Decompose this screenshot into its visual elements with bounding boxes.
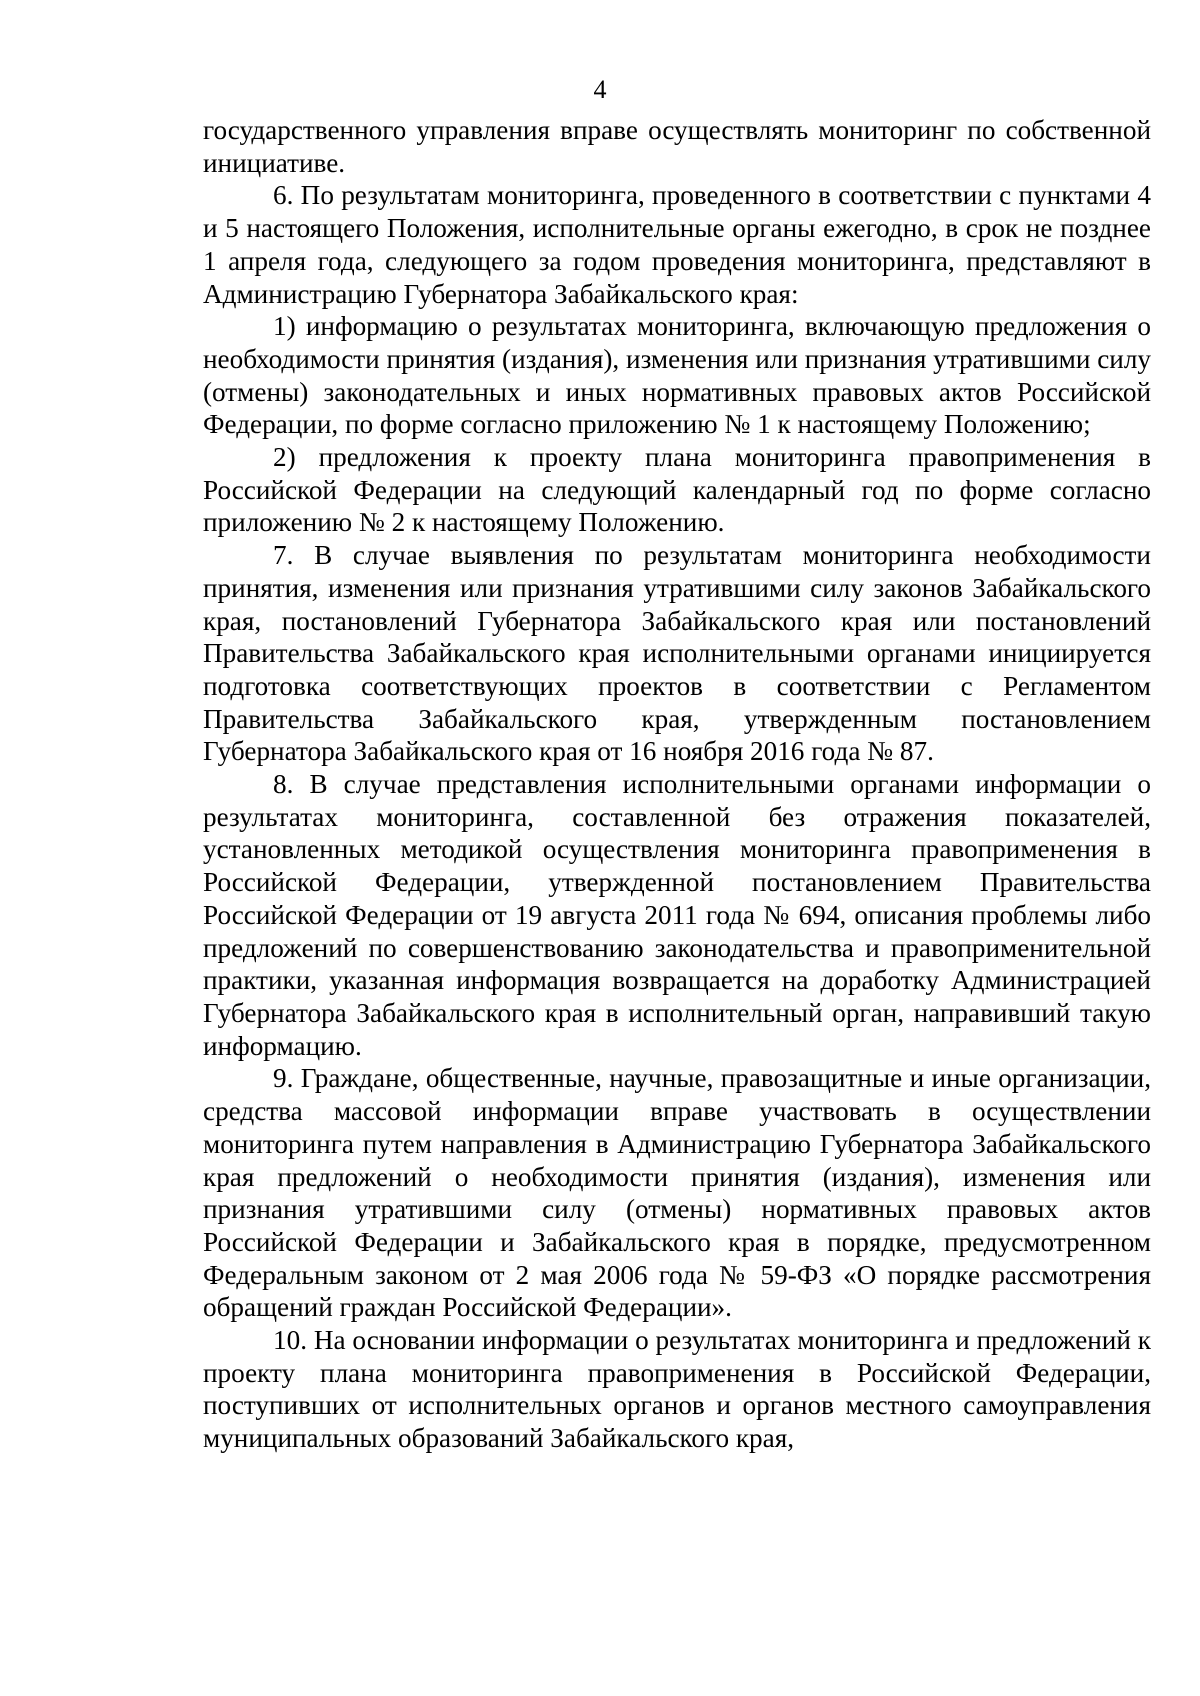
paragraph-subitem-2: 2) предложения к проекту плана мониторинга правоприменения в Российской Федерации на следующий календарный год по форме согласно приложению № 2 к настоящему Положению. [203,442,1151,538]
paragraph-item-8: 8. В случае представления исполнительными органами информации о результатах мониторинга, составленной без отражения показателей, установленных методикой осуществления мониторинга правоприменения в Российской Федерации, утвержденной постановлением Правительства Российской Федерации от 19 августа 2011 года № 694, описания проблемы либо предложений по совершенствованию законодательства и правоприменительной практики, указанная информация возвращается на доработку Администрацией Губернатора Забайкальского края в исполнительный орган, направивший такую информацию. [203,769,1151,1061]
paragraph-item-10: 10. На основании информации о результатах мониторинга и предложений к проекту плана мониторинга правоприменения в Российской Федерации, поступивших от исполнительных органов и органов местного самоуправления муниципальных образований Забайкальского края, [203,1325,1151,1454]
paragraph-item-9: 9. Граждане, общественные, научные, правозащитные и иные организации, средства массовой информации вправе участвовать в осуществлении мониторинга путем направления в Администрацию Губернатора Забайкальского края предложений о необходимости принятия (издания), изменения или признания утратившими силу (отмены) нормативных правовых актов Российской Федерации и Забайкальского края в порядке, предусмотренном Федеральным законом от 2 мая 2006 года № 59-ФЗ «О порядке рассмотрения обращений граждан Российской Федерации». [203,1063,1151,1323]
document-body [203,114,1151,1455]
page-number: 4 [593,75,607,104]
paragraph-item-7: 7. В случае выявления по результатам мониторинга необходимости принятия, изменения или признания утратившими силу законов Забайкальского края, постановлений Губернатора Забайкальского края или постановлений Правительства Забайкальского края исполнительными органами инициируется подготовка соответствующих проектов в соответствии с Регламентом Правительства Забайкальского края, утвержденным постановлением Губернатора Забайкальского края от 16 ноября 2016 года № 87. [203,540,1151,767]
paragraph-continuation: государственного управления вправе осуществлять мониторинг по собственной инициативе. [203,115,1151,178]
paragraph-item-6: 6. По результатам мониторинга, проведенного в соответствии с пунктами 4 и 5 настоящего Положения, исполнительные органы ежегодно, в срок не позднее 1 апреля года, следующего за годом проведения мониторинга, представляют в Администрацию Губернатора Забайкальского края: [203,180,1151,309]
paragraph-subitem-1: 1) информацию о результатах мониторинга, включающую предложения о необходимости принятия (издания), изменения или признания утратившими силу (отмены) законодательных и иных нормативных правовых актов Российской Федерации, по форме согласно приложению № 1 к настоящему Положению; [203,311,1151,440]
